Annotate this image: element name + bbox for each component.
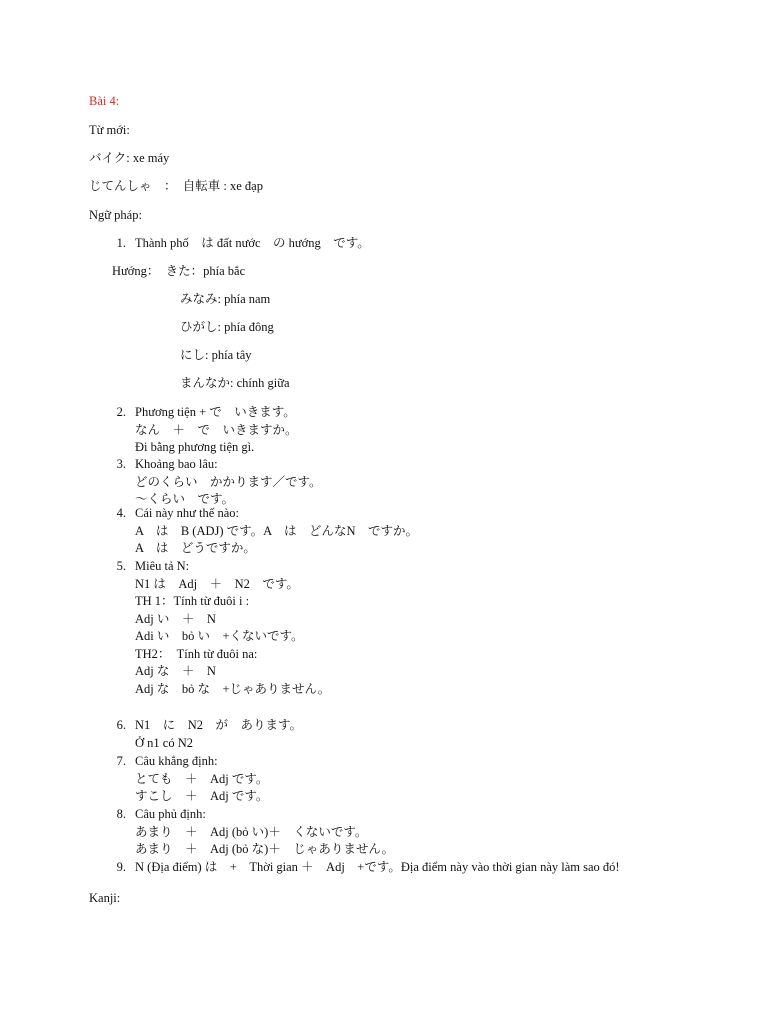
item-line: Đi bằng phương tiện gì. bbox=[135, 440, 255, 454]
item-line: Thành phố は đất nước の hướng です。 bbox=[135, 236, 370, 250]
item-line: ～くらい です。 bbox=[135, 492, 235, 506]
grammar-heading: Ngữ pháp: bbox=[89, 208, 142, 222]
item-line: A は どうですか。 bbox=[135, 541, 256, 555]
item-line: Cái này như thế nào: bbox=[135, 506, 239, 520]
item-number: 4. bbox=[116, 506, 126, 520]
item-line: Adi い bỏ い +くないです。 bbox=[135, 629, 304, 643]
vocab-line: じてんしゃ ： 自転車 : xe đạp bbox=[89, 179, 263, 193]
item-line: N1 は Adj ＋ N2 です。 bbox=[135, 576, 299, 591]
item-line: TH 1：Tính từ đuôi i : bbox=[135, 594, 250, 608]
item-line: すこし ＋ Adj です。 bbox=[135, 789, 269, 803]
item-number: 5. bbox=[116, 559, 126, 573]
item-line: N1 に N2 が あります。 bbox=[135, 718, 303, 732]
item-line: とても ＋ Adj です。 bbox=[135, 771, 269, 786]
item-line: Adj な bỏ な +じゃありません。 bbox=[135, 681, 331, 696]
vocab-line: バイク: xe máy bbox=[89, 151, 170, 165]
item-line: Câu phủ định: bbox=[135, 807, 206, 821]
direction-line: まんなか: chính giữa bbox=[180, 376, 290, 390]
item-line: Adj い ＋ N bbox=[135, 611, 216, 626]
vocab-heading: Từ mới: bbox=[89, 123, 130, 137]
item-line: Ở n1 có N2 bbox=[135, 735, 193, 750]
item-line: Câu khẳng định: bbox=[135, 754, 218, 768]
item-number: 2. bbox=[116, 405, 126, 419]
item-line: あまり ＋ Adj (bỏ い)＋ くないです。 bbox=[135, 824, 368, 839]
direction-line: みなみ: phía nam bbox=[180, 292, 271, 306]
lesson-title: Bài 4: bbox=[89, 94, 120, 108]
item-line: あまり ＋ Adj (bỏ な)＋ じゃありません。 bbox=[135, 842, 395, 856]
item-number: 3. bbox=[116, 457, 126, 471]
item-line: なん ＋ で いきますか。 bbox=[135, 422, 298, 437]
kanji-heading: Kanji: bbox=[89, 891, 121, 905]
item-line: N (Địa điểm) は + Thời gian ＋ Adj +です。Địa điểm này vào thời gian này làm sao đó! bbox=[135, 860, 620, 874]
item-line: Miêu tả N: bbox=[135, 559, 190, 573]
direction-line: ひがし: phía đông bbox=[180, 320, 274, 334]
item-number: 9. bbox=[116, 860, 126, 874]
item-line: Khoảng bao lâu: bbox=[135, 457, 218, 471]
item-line: TH2： Tính từ đuôi na: bbox=[135, 646, 258, 661]
direction-line: にし: phía tây bbox=[180, 348, 252, 362]
item-line: どのくらい かかります／です。 bbox=[135, 474, 322, 489]
item-number: 6. bbox=[116, 718, 126, 732]
item-number: 1. bbox=[116, 236, 126, 250]
item-number: 8. bbox=[116, 807, 126, 821]
item-line: Phương tiện + で いきます。 bbox=[135, 405, 296, 419]
item-number: 7. bbox=[116, 754, 126, 768]
item-line: A は B (ADJ) です。A は どんなN ですか。 bbox=[135, 523, 419, 538]
directions-label: Hướng： きた：phía bắc bbox=[112, 264, 246, 278]
item-line: Adj な ＋ N bbox=[135, 664, 216, 678]
